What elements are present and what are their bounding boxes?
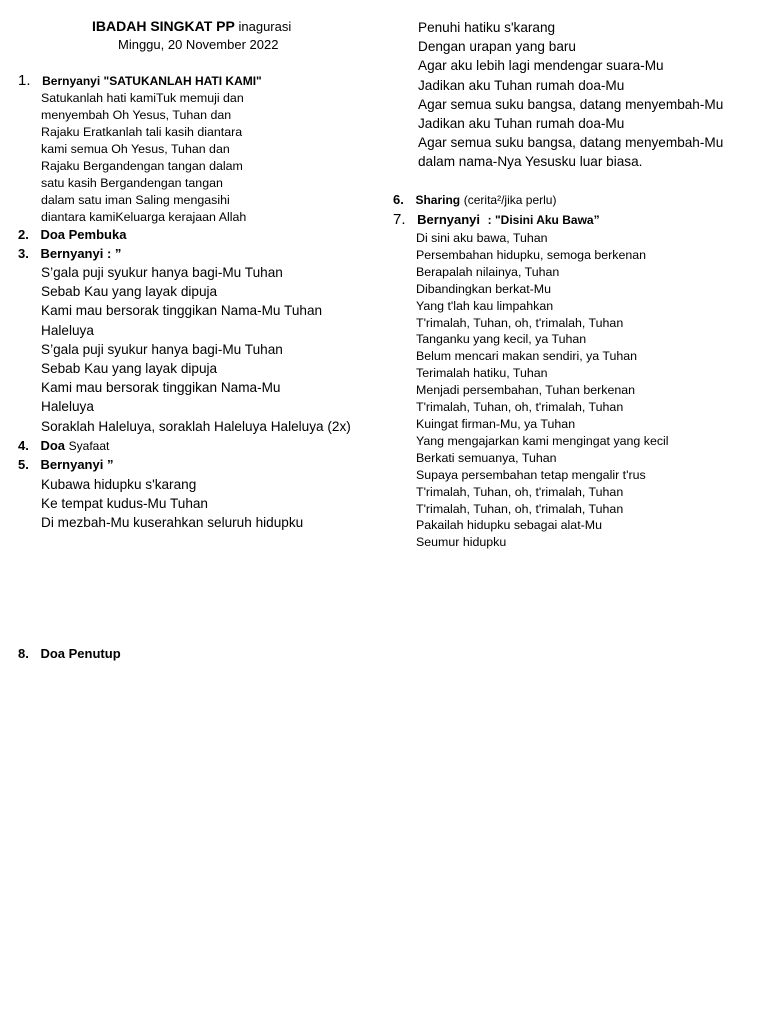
section-label: Bernyanyi ”: [40, 457, 114, 472]
section-label: Bernyanyi: [417, 212, 481, 227]
lyric-line: Yang t'lah kau limpahkan: [416, 298, 554, 313]
section-6-heading: [393, 192, 556, 207]
lyric-line: Menjadi persembahan, Tuhan berkenan: [416, 383, 636, 398]
lyric-line: Berkati semuanya, Tuhan: [416, 450, 557, 465]
lyric-line: menyembah Oh Yesus, Tuhan dan: [41, 108, 232, 122]
lyric-line: Seumur hidupku: [416, 535, 507, 550]
lyric-line: Persembahan hidupku, semoga berkenan: [416, 247, 647, 262]
section-1-lyrics: [41, 90, 246, 226]
section-5-heading: [18, 457, 113, 472]
lyric-line: Di mezbah-Mu kuserahkan seluruh hidupku: [41, 515, 304, 531]
lyric-line: Supaya persembahan tetap mengalir t'rus: [416, 467, 646, 482]
section-label: Doa Penutup: [40, 646, 121, 661]
lyric-line: Haleluya: [41, 322, 94, 338]
lyric-line: kami semua Oh Yesus, Tuhan dan: [41, 142, 230, 156]
section-detail: (cerita²/jika perlu): [463, 193, 557, 207]
section-3-heading: [18, 246, 121, 261]
section-7-heading: [393, 211, 600, 228]
section-5-lyrics: [41, 475, 303, 533]
lyric-line: Agar aku lebih lagi mendengar suara-Mu: [418, 58, 664, 74]
lyric-line: Berapalah nilainya, Tuhan: [416, 264, 560, 279]
section-7-lyrics: [416, 230, 669, 551]
section-number: 7.: [393, 211, 406, 228]
lyric-line: Kami mau bersorak tinggikan Nama-Mu Tuhan: [41, 303, 323, 319]
lyric-line: Yang mengajarkan kami mengingat yang kecil: [416, 433, 669, 448]
section-number: 4.: [18, 438, 29, 453]
section-label: Bernyanyi : ”: [40, 246, 122, 261]
section-1-heading: [18, 72, 262, 89]
section-label: Doa: [40, 438, 66, 453]
lyric-line: Jadikan aku Tuhan rumah doa-Mu: [418, 116, 625, 132]
section-number: 5.: [18, 457, 29, 472]
lyric-line: dalam nama-Nya Yesusku luar biasa.: [418, 154, 643, 170]
lyric-line: T'rimalah, Tuhan, oh, t'rimalah, Tuhan: [416, 400, 624, 415]
lyric-line: Sebab Kau yang layak dipuja: [41, 284, 218, 300]
lyric-line: dalam satu iman Saling mengasihi: [41, 193, 230, 207]
lyric-line: Ke tempat kudus-Mu Tuhan: [41, 496, 208, 512]
section-label: Bernyanyi "SATUKANLAH HATI KAMI": [42, 74, 262, 88]
lyric-line: Kuingat firman-Mu, ya Tuhan: [416, 416, 576, 431]
lyric-line: diantara kamiKeluarga kerajaan Allah: [41, 210, 247, 224]
title-text: IBADAH SINGKAT PP: [92, 18, 235, 34]
lyric-line: Soraklah Haleluya, soraklah Haleluya Haleluya (2x): [41, 418, 351, 434]
section-2-heading: [18, 227, 126, 242]
lyric-line: Satukanlah hati kamiTuk memuji dan: [41, 91, 244, 105]
lyric-line: Dibandingkan berkat-Mu: [416, 281, 551, 296]
lyric-line: S’gala puji syukur hanya bagi-Mu Tuhan: [41, 265, 283, 280]
lyric-line: Haleluya: [41, 399, 94, 415]
lyric-line: S’gala puji syukur hanya bagi-Mu Tuhan: [41, 341, 283, 357]
section-8-heading: [18, 646, 121, 661]
lyric-line: Tanganku yang kecil, ya Tuhan: [416, 332, 587, 347]
section-number: 6.: [393, 192, 404, 207]
continued-lyrics: [418, 18, 723, 172]
section-number: 3.: [18, 246, 29, 261]
lyric-line: T'rimalah, Tuhan, oh, t'rimalah, Tuhan: [416, 315, 624, 330]
lyric-line: Pakailah hidupku sebagai alat-Mu: [416, 518, 602, 533]
section-3-lyrics: [41, 263, 351, 436]
lyric-line: Di sini aku bawa, Tuhan: [416, 231, 548, 245]
lyric-line: T'rimalah, Tuhan, oh, t'rimalah, Tuhan: [416, 501, 624, 516]
lyric-line: Agar semua suku bangsa, datang menyembah-Mu: [418, 96, 724, 112]
page-title: [92, 18, 291, 34]
section-label-suffix: Syafaat: [68, 439, 110, 453]
title-suffix: inagurasi: [238, 19, 292, 34]
section-number: 2.: [18, 227, 29, 242]
lyric-line: Kami mau bersorak tinggikan Nama-Mu: [41, 380, 281, 396]
lyric-line: Dengan urapan yang baru: [418, 39, 576, 55]
lyric-line: Rajaku Bergandengan tangan dalam: [41, 159, 243, 173]
section-label: Sharing: [415, 193, 461, 207]
lyric-line: Penuhi hatiku s'karang: [418, 20, 556, 35]
section-label: Doa Pembuka: [40, 227, 127, 242]
section-4-heading: [18, 438, 109, 453]
lyric-line: Sebab Kau yang layak dipuja: [41, 361, 218, 377]
section-label-suffix: : "Disini Aku Bawa”: [487, 213, 600, 227]
service-date: Minggu, 20 November 2022: [118, 37, 279, 52]
lyric-line: T'rimalah, Tuhan, oh, t'rimalah, Tuhan: [416, 484, 624, 499]
lyric-line: Belum mencari makan sendiri, ya Tuhan: [416, 349, 638, 364]
section-number: 1.: [18, 72, 31, 89]
lyric-line: Kubawa hidupku s'karang: [41, 477, 197, 492]
lyric-line: satu kasih Bergandengan tangan: [41, 176, 223, 190]
lyric-line: Rajaku Eratkanlah tali kasih diantara: [41, 125, 243, 139]
lyric-line: Jadikan aku Tuhan rumah doa-Mu: [418, 77, 625, 93]
lyric-line: Terimalah hatiku, Tuhan: [416, 366, 548, 381]
lyric-line: Agar semua suku bangsa, datang menyembah-Mu: [418, 135, 724, 151]
section-number: 8.: [18, 646, 29, 661]
